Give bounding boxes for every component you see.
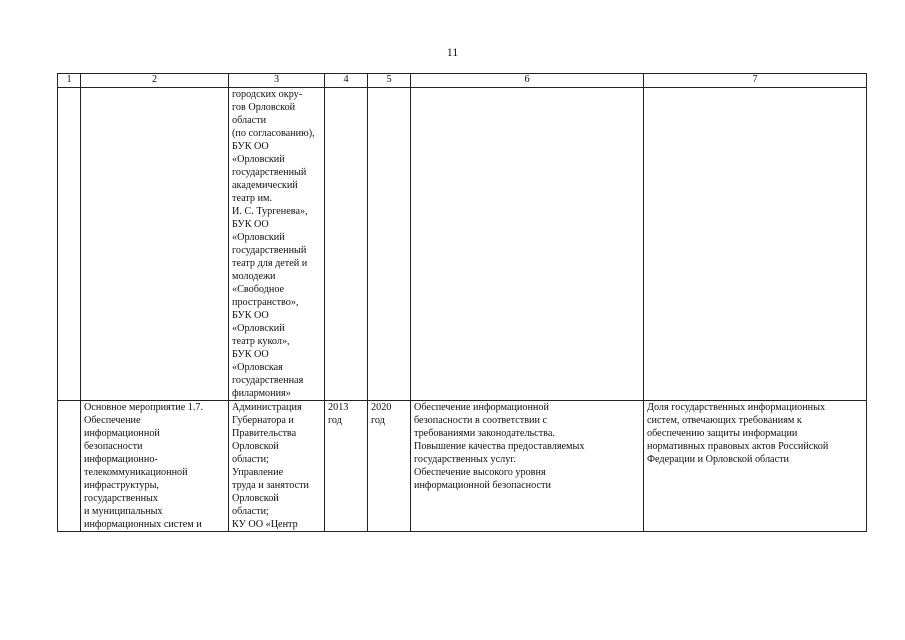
row1-col7	[644, 88, 867, 401]
table-row	[58, 88, 867, 401]
program-table	[57, 73, 867, 532]
header-col-4: 4	[325, 74, 368, 88]
page-number: 11	[446, 45, 459, 59]
header-col-1: 1	[58, 74, 81, 88]
row2-executors: Администрация Губернатора и Правительства Орловской области; Управление труда и занятости Орловской области; КУ ОО «Центр	[229, 401, 325, 532]
header-col-5: 5	[368, 74, 411, 88]
row2-end-year: 2020 год	[368, 401, 411, 532]
row1-col1	[58, 88, 81, 401]
row2-expected-result: Обеспечение информационной безопасности в соответствии с требованиями законодательства. Повышение качества предоставляемых государственных услуг. Обеспечение высокого уровня информационной безопасности	[411, 401, 644, 532]
row1-col6	[411, 88, 644, 401]
row2-measure-title: Основное мероприятие 1.7. Обеспечение информационной безопасности информационно- телекоммуникационной инфраструктуры, государственных и муниципальных информационных систем и	[81, 401, 229, 532]
table-header	[58, 74, 867, 88]
header-col-7: 7	[644, 74, 867, 88]
row1-col2	[81, 88, 229, 401]
row2-indicator: Доля государственных информационных систем, отвечающих требованиям к обеспечению защиты информации нормативных правовых актов Российской Федерации и Орловской области	[644, 401, 867, 532]
header-col-2: 2	[81, 74, 229, 88]
header-col-3: 3	[229, 74, 325, 88]
header-row	[58, 74, 867, 88]
row1-executors: городских окру- гов Орловской области (по согласованию), БУК ОО «Орловский государственный академический театр им. И. С. Тургенева», БУК ОО «Орловский государственный театр для детей и молодежи «Свободное пространство», БУК ОО «Орловский театр кукол», БУК ОО «Орловская государственная филармония»	[229, 88, 325, 401]
header-col-6: 6	[411, 74, 644, 88]
row1-col4	[325, 88, 368, 401]
row2-start-year: 2013 год	[325, 401, 368, 532]
table-row	[58, 401, 867, 532]
row2-col1	[58, 401, 81, 532]
row1-col5	[368, 88, 411, 401]
